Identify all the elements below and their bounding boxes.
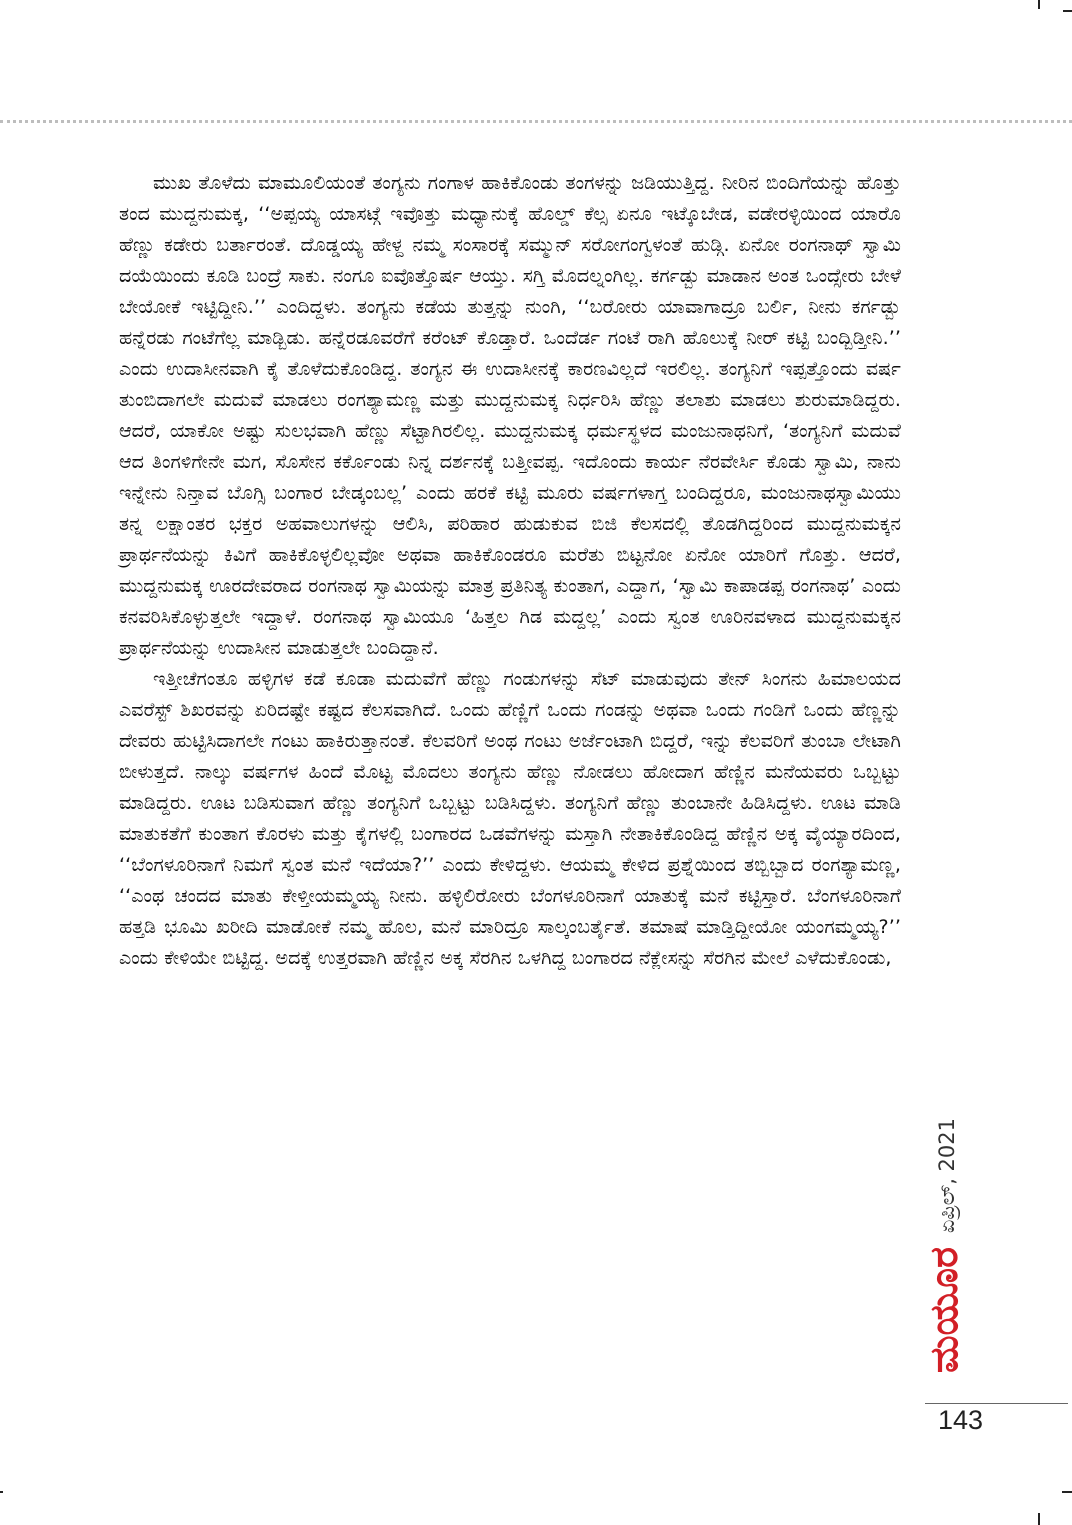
magazine-logo xyxy=(921,1245,967,1375)
header-dotted-rule xyxy=(0,120,1072,123)
paragraph: ಇತ್ತೀಚೆಗಂತೂ ಹಳ್ಳಿಗಳ ಕಡೆ ಕೂಡಾ ಮದುವೆಗೆ ಹೆಣ್ಣು ಗಂಡುಗಳನ್ನು ಸೆಟ್ ಮಾಡುವುದು ತೇನ್ ಸಿಂಗನು ಹಿಮಾಲಯದ ಎವರೆಸ್ಟ್ ಶಿಖರವನ್ನು ಏರಿದಷ್ಟೇ ಕಷ್ಟದ ಕೆಲಸವಾಗಿದೆ. ಒಂದು ಹೆಣ್ಣಿಗೆ ಒಂದು ಗಂಡನ್ನು ಅಥವಾ ಒಂದು ಗಂಡಿಗೆ ಒಂದು ಹೆಣ್ಣನ್ನು ದೇವರು ಹುಟ್ಟಿಸಿದಾಗಲೇ ಗಂಟು ಹಾಕಿರುತ್ತಾನಂತೆ. ಕೆಲವರಿಗೆ ಅಂಥ ಗಂಟು ಅರ್ಜೆಂಟಾಗಿ ಬಿದ್ದರೆ, ಇನ್ನು ಕೆಲವರಿಗೆ ತುಂಬಾ ಲೇಟಾಗಿ ಬೀಳುತ್ತದೆ. ನಾಲ್ಕು ವರ್ಷಗಳ ಹಿಂದೆ ಮೊಟ್ಟ ಮೊದಲು ತಂಗ್ಯನು ಹೆಣ್ಣು ನೋಡಲು ಹೋದಾಗ ಹೆಣ್ಣಿನ ಮನೆಯವರು ಒಬ್ಬಟ್ಟು ಮಾಡಿದ್ದರು. ಊಟ ಬಡಿಸುವಾಗ ಹೆಣ್ಣು ತಂಗ್ಯನಿಗೆ ಒಬ್ಬಟ್ಟು ಬಡಿಸಿದ್ದಳು. ತಂಗ್ಯನಿಗೆ ಹೆಣ್ಣು ತುಂಬಾನೇ ಹಿಡಿಸಿದ್ದಳು. ಊಟ ಮಾಡಿ ಮಾತುಕತೆಗೆ ಕುಂತಾಗ ಕೊರಳು ಮತ್ತು ಕೈಗಳಲ್ಲಿ ಬಂಗಾರದ ಒಡವೆಗಳನ್ನು ಮಸ್ತಾಗಿ ನೇತಾಕಿಕೊಂಡಿದ್ದ ಹೆಣ್ಣಿನ ಅಕ್ಕ ವೈಯ್ಯಾರದಿಂದ, ‘‘ಬೆಂಗಳೂರಿನಾಗೆ ನಿಮಗೆ ಸ್ವಂತ ಮನೆ ಇದೆಯಾ?’’ ಎಂದು ಕೇಳಿದ್ದಳು. ಆಯಮ್ಮ ಕೇಳಿದ ಪ್ರಶ್ನೆಯಿಂದ ತಬ್ಬಿಬ್ಬಾದ ರಂಗಶ್ಯಾಮಣ್ಣ, ‘‘ಎಂಥ ಚಂದದ ಮಾತು ಕೇಳ್ತೀಯಮ್ಮಯ್ಯ ನೀನು. ಹಳ್ಳಿಲಿರೋರು ಬೆಂಗಳೂರಿನಾಗೆ ಯಾತುಕ್ಕೆ ಮನೆ ಕಟ್ಟಿಸ್ತಾರೆ. ಬೆಂಗಳೂರಿನಾಗೆ ಹತ್ತಡಿ ಭೂಮಿ ಖರೀದಿ ಮಾಡೋಕೆ ನಮ್ಮ ಹೊಲ, ಮನೆ ಮಾರಿದ್ರೂ ಸಾಲ್ಕಂಬರ್ತೈತೆ. ತಮಾಷೆ ಮಾಡ್ತಿದ್ದೀಯೋ ಯಂಗಮ್ಮಯ್ಯ?’’ ಎಂದು ಕೇಳಿಯೇ ಬಿಟ್ಟಿದ್ದ. ಅದಕ್ಕೆ ಉತ್ತರವಾಗಿ ಹೆಣ್ಣಿನ ಅಕ್ಕ ಸೆರಗಿನ ಒಳಗಿದ್ದ ಬಂಗಾರದ ನೆಕ್ಲೇಸನ್ನು ಸೆರಗಿನ ಮೇಲೆ ಎಳೆದುಕೊಂಡು, xyxy=(119,668,901,969)
crop-mark xyxy=(1038,0,1040,9)
crop-mark xyxy=(1063,10,1072,12)
crop-mark xyxy=(0,1491,3,1493)
article-body xyxy=(119,168,901,974)
page-number: 143 xyxy=(938,1405,984,1435)
crop-mark xyxy=(1062,1491,1072,1493)
paragraph: ಮುಖ ತೊಳೆದು ಮಾಮೂಲಿಯಂತೆ ತಂಗ್ಯನು ಗಂಗಾಳ ಹಾಕಿಕೊಂಡು ತಂಗಳನ್ನು ಜಡಿಯುತ್ತಿದ್ದ. ನೀರಿನ ಬಿಂದಿಗೆಯನ್ನು ಹೊತ್ತು ತಂದ ಮುದ್ದನುಮಕ್ಕ, ‘‘ಅಪ್ಪಯ್ಯ ಯಾಸಟ್ಗೆ ಇವೊತ್ತು ಮಧ್ಯಾನುಕ್ಕೆ ಹೊಲ್ಡ್ ಕೆಲ್ಸ ಏನೂ ಇಟ್ಕೊಬೇಡ, ವಡೇರಳ್ಳಿಯಿಂದ ಯಾರೊ ಹೆಣ್ಣು ಕಡೇರು ಬರ್ತಾರಂತೆ. ದೊಡ್ಡಯ್ಯ ಹೇಳ್ದ ನಮ್ಮ ಸಂಸಾರಕ್ಕೆ ಸಮ್ಮುನ್ ಸರೋಗಂಗ್ವಳಂತೆ ಹುಡ್ಗಿ. ಏನೋ ರಂಗನಾಥ್ ಸ್ವಾಮಿ ದಯೆಯಿಂದು ಕೂಡಿ ಬಂದ್ರೆ ಸಾಕು. ನಂಗೂ ಐವೊತ್ತೊರ್ಷ ಆಯ್ತು. ಸಗ್ತಿ ಮೊದಲ್ನಂಗಿಲ್ಲ. ಕರ್ಗಡ್ಬು ಮಾಡಾನ ಅಂತ ಒಂದ್ಸೇರು ಬೇಳೆ ಬೇಯೋಕೆ ಇಟ್ಟಿದ್ದೀನಿ.’’ ಎಂದಿದ್ದಳು. ತಂಗ್ಯನು ಕಡೆಯ ತುತ್ತನ್ನು ನುಂಗಿ, ‘‘ಬರೋರು ಯಾವಾಗಾದ್ರೂ ಬರ್ಲಿ, ನೀನು ಕರ್ಗಡ್ಬು ಹನ್ನೆರಡು ಗಂಟೆಗೆಲ್ಲ ಮಾಡ್ಬಿಡು. ಹನ್ನೆರಡೂವರೆಗೆ ಕರೆಂಟ್ ಕೊಡ್ತಾರೆ. ಒಂದೆರ್ಡ ಗಂಟೆ ರಾಗಿ ಹೊಲುಕ್ಕೆ ನೀರ್ ಕಟ್ಟಿ ಬಂದ್ಬಿಡ್ತೀನಿ.’’ ಎಂದು ಉದಾಸೀನವಾಗಿ ಕೈ ತೊಳೆದುಕೊಂಡಿದ್ದ. ತಂಗ್ಯನ ಈ ಉದಾಸೀನಕ್ಕೆ ಕಾರಣವಿಲ್ಲದೆ ಇರಲಿಲ್ಲ. ತಂಗ್ಯನಿಗೆ ಇಪ್ಪತ್ತೊಂದು ವರ್ಷ ತುಂಬಿದಾಗಲೇ ಮದುವೆ ಮಾಡಲು ರಂಗಶ್ಯಾಮಣ್ಣ ಮತ್ತು ಮುದ್ದನುಮಕ್ಕ ನಿರ್ಧರಿಸಿ ಹೆಣ್ಣು ತಲಾಶು ಮಾಡಲು ಶುರುಮಾಡಿದ್ದರು. ಆದರೆ, ಯಾಕೋ ಅಷ್ಟು ಸುಲಭವಾಗಿ ಹೆಣ್ಣು ಸೆಟ್ಟಾಗಿರಲಿಲ್ಲ. ಮುದ್ದನುಮಕ್ಕ ಧರ್ಮಸ್ಥಳದ ಮಂಜುನಾಥನಿಗೆ, ‘ತಂಗ್ಯನಿಗೆ ಮದುವೆ ಆದ ತಿಂಗಳಿಗೇನೇ ಮಗ, ಸೊಸೇನ ಕರ್ಕೊಂಡು ನಿನ್ನ ದರ್ಶನಕ್ಕೆ ಬತ್ತೀವಪ್ಪ. ಇದೊಂದು ಕಾರ್ಯ ನೆರವೇರ್ಸಿ ಕೊಡು ಸ್ವಾಮಿ, ನಾನು ಇನ್ನೇನು ನಿನ್ತಾವ ಬೊಗ್ಸಿ ಬಂಗಾರ ಬೇಡ್ಕಂಬಲ್ಲ’ ಎಂದು ಹರಕೆ ಕಟ್ಟಿ ಮೂರು ವರ್ಷಗಳಾಗ್ತ ಬಂದಿದ್ದರೂ, ಮಂಜುನಾಥಸ್ವಾಮಿಯು ತನ್ನ ಲಕ್ಷಾಂತರ ಭಕ್ತರ ಅಹವಾಲುಗಳನ್ನು ಆಲಿಸಿ, ಪರಿಹಾರ ಹುಡುಕುವ ಬಿಜಿ ಕೆಲಸದಲ್ಲಿ ತೊಡಗಿದ್ದರಿಂದ ಮುದ್ದನುಮಕ್ಕನ ಪ್ರಾರ್ಥನೆಯನ್ನು ಕಿವಿಗೆ ಹಾಕಿಕೊಳ್ಳಲಿಲ್ಲವೋ ಅಥವಾ ಹಾಕಿಕೊಂಡರೂ ಮರೆತು ಬಿಟ್ಟನೋ ಏನೋ ಯಾರಿಗೆ ಗೊತ್ತು. ಆದರೆ, ಮುದ್ದನುಮಕ್ಕ ಊರದೇವರಾದ ರಂಗನಾಥ ಸ್ವಾಮಿಯನ್ನು ಮಾತ್ರ ಪ್ರತಿನಿತ್ಯ ಕುಂತಾಗ, ಎದ್ದಾಗ, ‘ಸ್ವಾಮಿ ಕಾಪಾಡಪ್ಪ ರಂಗನಾಥ’ ಎಂದು ಕನವರಿಸಿಕೊಳ್ಳುತ್ತಲೇ ಇದ್ದಾಳೆ. ರಂಗನಾಥ ಸ್ವಾಮಿಯೂ ‘ಹಿತ್ತಲ ಗಿಡ ಮದ್ದಲ್ಲ’ ಎಂದು ಸ್ವಂತ ಊರಿನವಳಾದ ಮುದ್ದನುಮಕ್ಕನ ಪ್ರಾರ್ಥನೆಯನ್ನು ಉದಾಸೀನ ಮಾಡುತ್ತಲೇ ಬಂದಿದ್ದಾನೆ. xyxy=(119,172,901,659)
issue-date: ಏಪ್ರಿಲ್, 2021 xyxy=(935,1118,959,1234)
crop-mark xyxy=(1038,1513,1040,1525)
magazine-logo-text: ಮಯೂರ xyxy=(922,1251,966,1373)
page-number-rule xyxy=(925,1403,1068,1404)
